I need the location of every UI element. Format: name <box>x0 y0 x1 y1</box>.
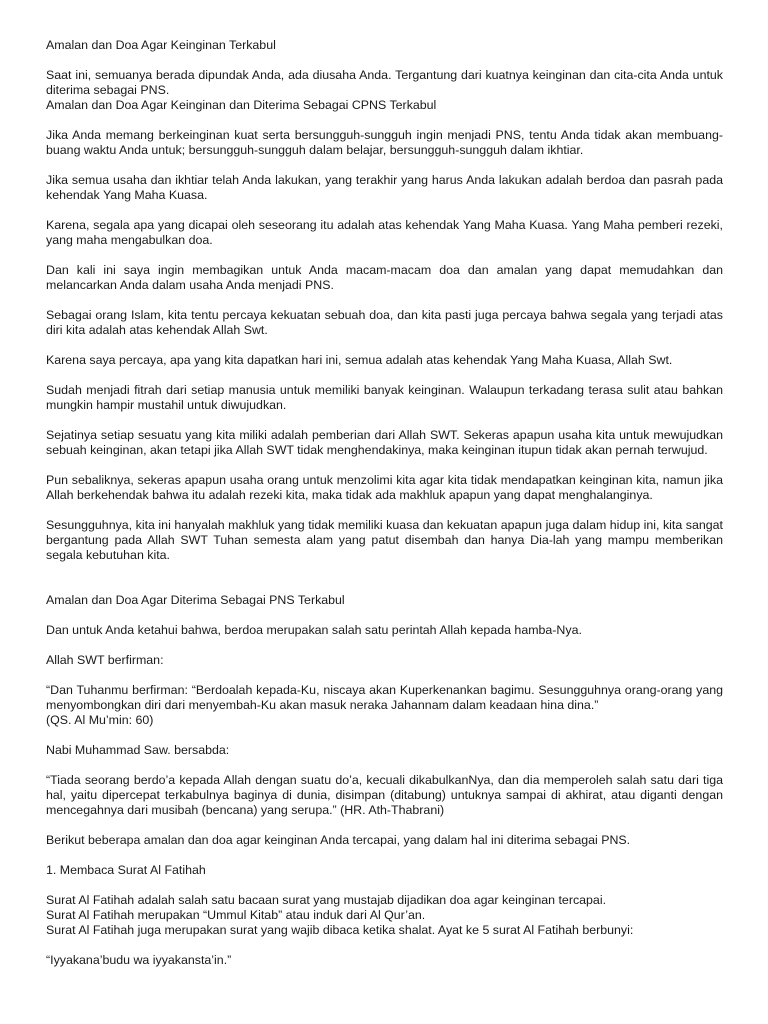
body-paragraph: Jika Anda memang berkeinginan kuat serta bersungguh-sungguh ingin menjadi PNS, tentu Anda tidak akan membuang-buang waktu Anda untuk; bersungguh-sungguh dalam belajar, bersungguh-sungguh dalam ikhtiar. <box>46 128 723 157</box>
body-paragraph: Karena saya percaya, apa yang kita dapatkan hari ini, semua adalah atas kehendak Yang Maha Kuasa, Allah Swt. <box>46 353 673 367</box>
section-subtitle: Amalan dan Doa Agar Diterima Sebagai PNS Terkabul <box>46 593 345 607</box>
list-line: Surat Al Fatihah adalah salah satu bacaan surat yang mustajab dijadikan doa agar keinginan tercapai. <box>46 893 607 907</box>
verse-text: “Iyyakana’budu wa iyyakansta’in.” <box>46 953 232 967</box>
body-paragraph: Sejatinya setiap sesuatu yang kita miliki adalah pemberian dari Allah SWT. Sekeras apapun usaha kita untuk mewujudkan sebuah keinginan, akan tetapi jika Allah SWT tidak menghendakinya, maka keinginan itupun tidak akan pernah terwujud. <box>46 428 723 457</box>
section-heading: 1. Membaca Surat Al Fatihah <box>46 863 206 877</box>
body-paragraph: Nabi Muhammad Saw. bersabda: <box>46 743 230 757</box>
body-paragraph: Jika semua usaha dan ikhtiar telah Anda lakukan, yang terakhir yang harus Anda lakukan adalah berdoa dan pasrah pada kehendak Yang Maha Kuasa. <box>46 173 723 202</box>
intro-paragraph: Saat ini, semuanya berada dipundak Anda, ada diusaha Anda. Tergantung dari kuatnya keinginan dan cita-cita Anda untuk diterima sebagai PNS. <box>46 68 723 97</box>
body-paragraph: Allah SWT berfirman: <box>46 653 164 667</box>
body-paragraph: Sebagai orang Islam, kita tentu percaya kekuatan sebuah doa, dan kita pasti juga percaya bahwa segala yang terjadi atas diri kita adalah atas kehendak Allah Swt. <box>46 308 723 337</box>
list-line: Surat Al Fatihah juga merupakan surat yang wajib dibaca ketika shalat. Ayat ke 5 surat Al Fatihah berbunyi: <box>46 923 634 937</box>
quote-text: “Dan Tuhanmu berfirman: “Berdoalah kepada-Ku, niscaya akan Kuperkenankan bagimu. Sesungguhnya orang-orang yang menyombongkan diri dari menyembah-Ku akan masuk neraka Jahannam dalam keadaan hina dina.” <box>46 683 723 712</box>
section-subtitle: Amalan dan Doa Agar Keinginan dan Diterima Sebagai CPNS Terkabul <box>46 98 437 112</box>
quote-text: “Tiada seorang berdo’a kepada Allah dengan suatu do’a, kecuali dikabulkanNya, dan dia memperoleh salah satu dari tiga hal, yaitu dipercepat terkabulnya baginya di dunia, disimpan (ditabung) untuknya sampai di akhirat, atau diganti dengan mencegahnya dari musibah (bencana) yang serupa.” (HR. Ath-Thabrani) <box>46 773 723 817</box>
list-line: Surat Al Fatihah merupakan “Ummul Kitab” atau induk dari Al Qur’an. <box>46 908 426 922</box>
body-paragraph: Karena, segala apa yang dicapai oleh seseorang itu adalah atas kehendak Yang Maha Kuasa. Yang Maha pemberi rezeki, yang maha mengabulkan doa. <box>46 218 723 247</box>
body-paragraph: Sesungguhnya, kita ini hanyalah makhluk yang tidak memiliki kuasa dan kekuatan apapun juga dalam hidup ini, kita sangat bergantung pada Allah SWT Tuhan semesta alam yang patut disembah dan hanya Dia-lah yang mampu memberikan segala kebutuhan kita. <box>46 518 723 562</box>
document-title: Amalan dan Doa Agar Keinginan Terkabul <box>46 38 276 52</box>
body-paragraph: Pun sebaliknya, sekeras apapun usaha orang untuk menzolimi kita agar kita tidak mendapatkan keinginan kita, namun jika Allah berkehendak bahwa itu adalah rezeki kita, maka tidak ada makhluk apapun yang dapat menghalanginya. <box>46 473 723 502</box>
body-paragraph: Berikut beberapa amalan dan doa agar keinginan Anda tercapai, yang dalam hal ini diterima sebagai PNS. <box>46 833 631 847</box>
body-paragraph: Sudah menjadi fitrah dari setiap manusia untuk memiliki banyak keinginan. Walaupun terkadang terasa sulit atau bahkan mungkin hampir mustahil untuk diwujudkan. <box>46 383 723 412</box>
body-paragraph: Dan kali ini saya ingin membagikan untuk Anda macam-macam doa dan amalan yang dapat memudahkan dan melancarkan Anda dalam usaha Anda menjadi PNS. <box>46 263 723 292</box>
quote-reference: (QS. Al Mu’min: 60) <box>46 713 154 727</box>
body-paragraph: Dan untuk Anda ketahui bahwa, berdoa merupakan salah satu perintah Allah kepada hamba-Nya. <box>46 623 582 637</box>
